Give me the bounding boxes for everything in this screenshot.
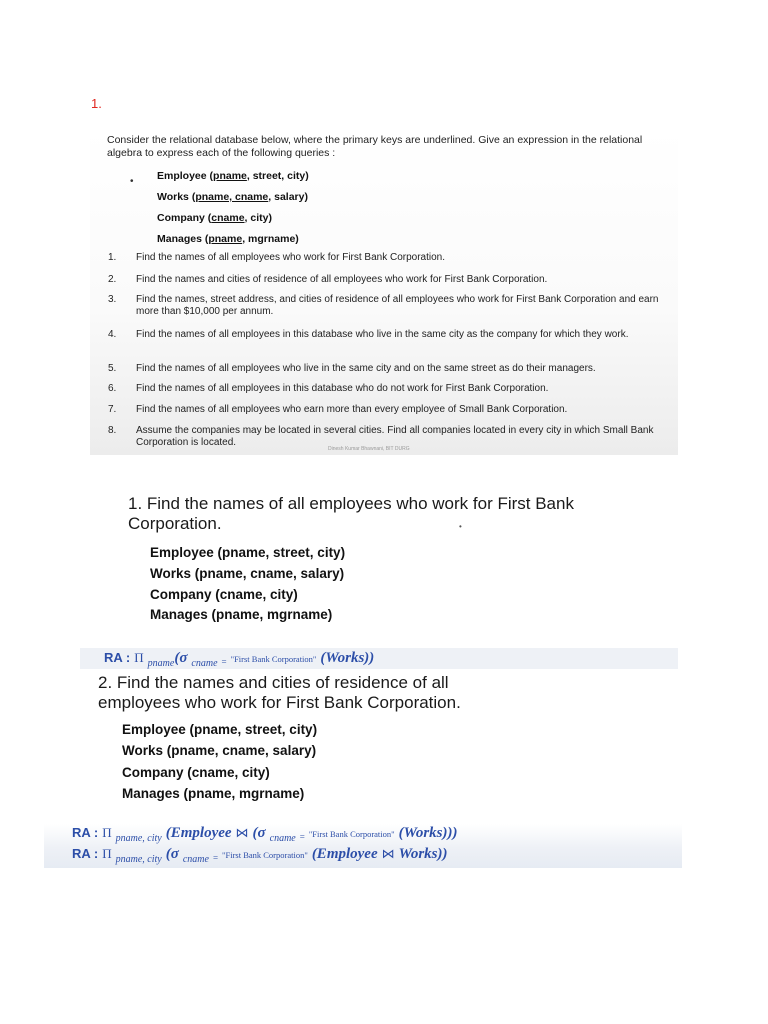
selection-attr: cname	[182, 854, 209, 865]
query-text: Find the names of all employees who live in the same city and on the same street as do their managers.	[136, 363, 596, 374]
schema-manages: Manages (pname, mgrname)	[150, 607, 333, 622]
pi-symbol: Π	[102, 825, 112, 840]
watermark: Dinesh Kumar Bhawnani, BIT DURG	[328, 446, 410, 452]
schema-manages: Manages (pname, mgrname)	[122, 786, 305, 801]
query2-heading-line1: 2. Find the names and cities of residence of all	[98, 673, 449, 692]
paren: )	[369, 650, 375, 666]
rel-rest: , mgrname)	[242, 233, 299, 245]
sigma-symbol: σ	[179, 650, 188, 666]
query1-heading-line1: 1. Find the names of all employees who work for First Bank	[128, 494, 574, 513]
relation: (Works)))	[398, 825, 458, 841]
projection-attrs: pname, city	[115, 854, 162, 865]
rel-name: Manages (	[157, 233, 209, 245]
query-text: Find the names of all employees who work for First Bank Corporation.	[136, 252, 446, 263]
primary-key: pname	[208, 233, 243, 245]
query-number: 7.	[108, 404, 117, 415]
schema-employee	[157, 170, 309, 182]
selection-value: "First Bank Corporation"	[230, 654, 317, 664]
relation: Works))	[398, 846, 448, 862]
sigma-symbol: (σ	[252, 825, 266, 841]
query-number: 6.	[108, 383, 117, 394]
schema-company	[157, 212, 272, 224]
projection-attrs: pname, city	[115, 833, 162, 844]
schema-company: Company (cname, city)	[150, 587, 298, 602]
schema-manages	[157, 233, 299, 245]
selection-value: "First Bank Corporation"	[308, 829, 395, 839]
query-text: Assume the companies may be located in several cities. Find all companies located in every city in which Small Bank Corporation is located.	[136, 425, 654, 448]
ra-expression-q2-a	[72, 824, 458, 844]
equals: =	[299, 832, 305, 842]
query-text: Find the names of all employees in this database who live in the same city as the company for which they work.	[136, 329, 629, 340]
schema-employee: Employee (pname, street, city)	[122, 722, 318, 737]
equals: =	[212, 853, 219, 863]
sigma-symbol: (σ	[165, 846, 179, 862]
item-number: 1.	[91, 96, 102, 111]
schema-works: Works (pname, cname, salary)	[122, 743, 317, 758]
rel-rest: , city)	[244, 212, 272, 224]
stray-dot: •	[459, 522, 462, 531]
relation: (Employee	[311, 846, 378, 862]
query2-heading-line2: employees who work for First Bank Corporation.	[98, 693, 461, 712]
rel-name: Company (	[157, 212, 212, 224]
rel-rest: , salary)	[268, 191, 308, 203]
rel-name: Works (	[157, 191, 196, 203]
selection-attr: cname	[269, 833, 296, 844]
query-text: Find the names of all employees who earn more than every employee of Small Bank Corporation.	[136, 404, 568, 415]
schema-works	[157, 191, 308, 203]
ra-label: RA :	[104, 650, 131, 665]
query-text: Find the names and cities of residence of all employees who work for First Bank Corporation.	[136, 274, 548, 285]
projection-attrs: pname	[147, 658, 175, 669]
query1-heading-line2: Corporation.	[128, 514, 222, 533]
pi-symbol: Π	[134, 650, 144, 665]
schema-works: Works (pname, cname, salary)	[150, 566, 345, 581]
query-text: Find the names of all employees in this database who do not work for First Bank Corporation.	[136, 383, 549, 394]
rel-name: Employee (	[157, 170, 214, 182]
query-number: 5.	[108, 363, 117, 374]
ra-expression-q2-b	[72, 845, 448, 865]
paren: (	[174, 650, 180, 666]
intro-text: Consider the relational database below, where the primary keys are underlined. Give an expression in the relational algebra to express each of the following queries :	[107, 134, 643, 159]
query-number: 2.	[108, 274, 117, 285]
ra-label: RA :	[72, 846, 99, 861]
selection-attr: cname	[191, 658, 218, 669]
relation: (Works)	[320, 650, 370, 666]
ra-label: RA :	[72, 825, 99, 840]
schema-employee: Employee (pname, street, city)	[150, 545, 346, 560]
natural-join-symbol: ⋈	[235, 825, 249, 840]
query-number: 4.	[108, 329, 117, 340]
schema-company: Company (cname, city)	[122, 765, 270, 780]
primary-key: cname	[211, 212, 245, 224]
natural-join-symbol: ⋈	[381, 846, 395, 861]
primary-key: pname, cname	[195, 191, 269, 203]
problem-statement-image	[90, 128, 678, 455]
query-text: Find the names, street address, and cities of residence of all employees who work for First Bank Corporation and earn more than $10,000 per annum.	[136, 294, 659, 317]
relation: (Employee	[165, 825, 232, 841]
rel-rest: , street, city)	[246, 170, 309, 182]
selection-value: "First Bank Corporation"	[222, 850, 308, 860]
primary-key: pname	[213, 170, 247, 182]
equals: =	[221, 657, 227, 667]
query-number: 8.	[108, 425, 117, 436]
pi-symbol: Π	[102, 846, 112, 861]
query-number: 3.	[108, 294, 117, 305]
bullet: •	[130, 176, 134, 187]
query-number: 1.	[108, 252, 117, 263]
ra-expression-q1	[104, 649, 374, 669]
